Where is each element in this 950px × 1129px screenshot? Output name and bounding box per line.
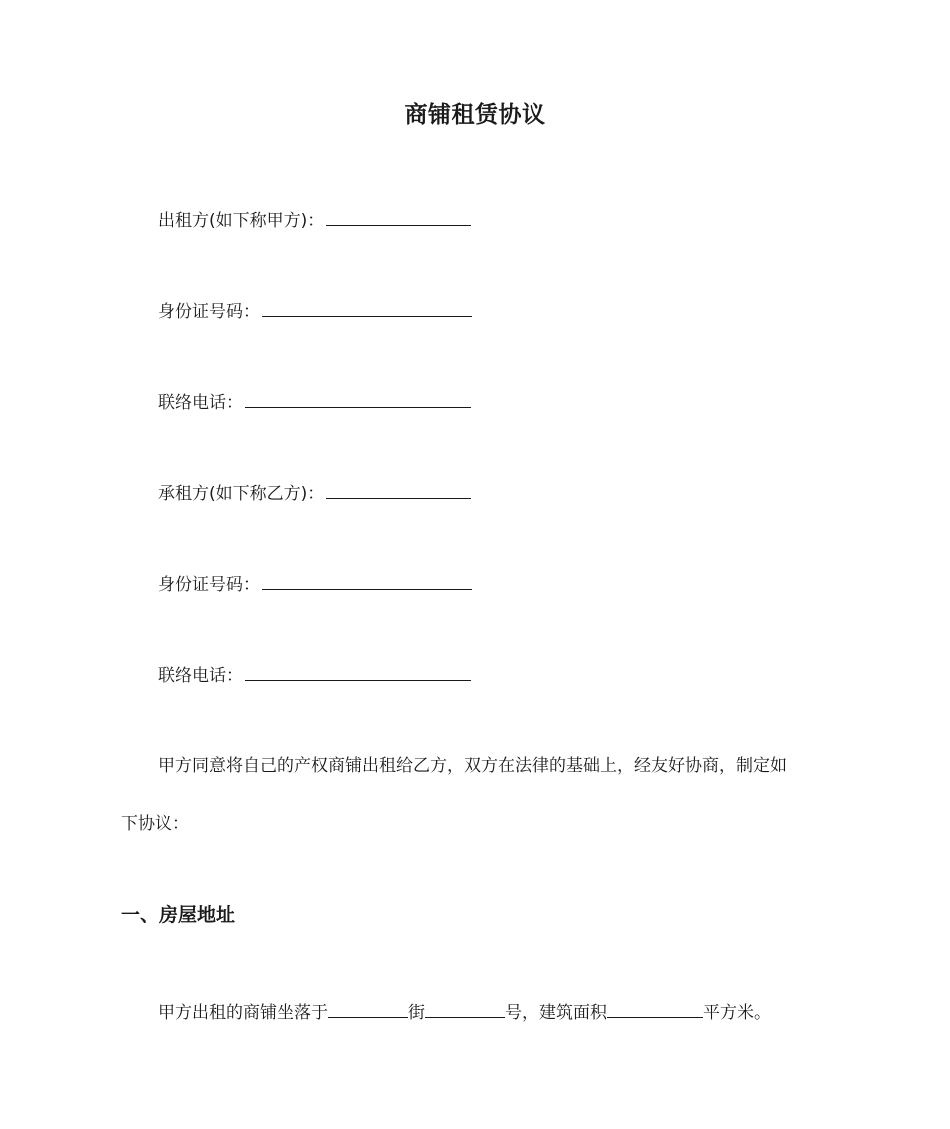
- intro-paragraph-line2: 下协议：: [121, 814, 189, 834]
- lessee-phone-field: [158, 663, 471, 688]
- address-text-part2: 街: [408, 1003, 425, 1023]
- lessor-label: 出租方(如下称甲方)：: [158, 211, 325, 231]
- lessor-id-field: [158, 299, 472, 324]
- lessee-id-label: 身份证号码：: [158, 575, 260, 595]
- lessor-phone-label: 联络电话：: [158, 393, 243, 413]
- intro-paragraph-line1: 甲方同意将自己的产权商铺出租给乙方，双方在法律的基础上，经友好协商，制定如: [158, 756, 787, 776]
- address-text-part3: 号，建筑面积: [505, 1003, 607, 1023]
- section-heading-address: 一、房屋地址: [121, 904, 236, 926]
- lessor-id-blank[interactable]: [262, 299, 472, 317]
- lessee-field: [158, 481, 471, 506]
- lessee-label: 承租方(如下称乙方)：: [158, 484, 325, 504]
- lessor-field: [158, 208, 471, 233]
- lessee-phone-label: 联络电话：: [158, 666, 243, 686]
- lessee-id-blank[interactable]: [262, 572, 472, 590]
- document-title: 商铺租赁协议: [404, 102, 546, 128]
- lessor-phone-field: [158, 390, 471, 415]
- lessee-blank[interactable]: [326, 481, 471, 499]
- number-blank[interactable]: [425, 1000, 505, 1018]
- section-address-text: [158, 1000, 771, 1025]
- lessor-id-label: 身份证号码：: [158, 302, 260, 322]
- address-text-part4: 平方米。: [703, 1003, 771, 1023]
- lessee-id-field: [158, 572, 472, 597]
- lessor-blank[interactable]: [326, 208, 471, 226]
- lessee-phone-blank[interactable]: [245, 663, 471, 681]
- area-blank[interactable]: [607, 1000, 703, 1018]
- address-text-part1: 甲方出租的商铺坐落于: [158, 1003, 328, 1023]
- street-blank[interactable]: [328, 1000, 408, 1018]
- lessor-phone-blank[interactable]: [245, 390, 471, 408]
